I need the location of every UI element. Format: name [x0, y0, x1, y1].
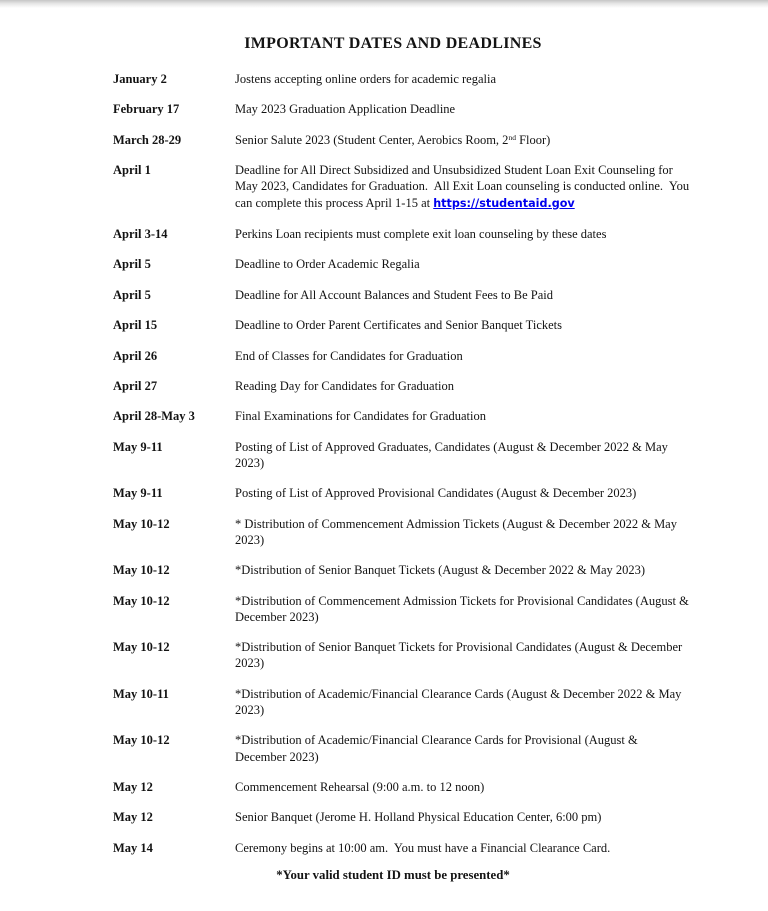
- description-text: Deadline to Order Parent Certificates and Senior Banquet Tickets: [235, 318, 563, 333]
- description-text: Reading Day for Candidates for Graduation: [235, 378, 455, 393]
- row-date: March 28-29: [113, 132, 182, 147]
- row-description: [235, 101, 690, 117]
- description-text: *Distribution of Senior Banquet Tickets for Provisional Candidates (August & December 2023): [235, 640, 683, 671]
- footer-note: *Your valid student ID must be presented*: [276, 868, 510, 882]
- row-description: [235, 132, 690, 148]
- description-text: Commencement Rehearsal (9:00 a.m. to 12 noon): [235, 780, 485, 795]
- description-text: Posting of List of Approved Provisional Candidates (August & December 2023): [235, 486, 637, 501]
- schedule-row: [113, 132, 713, 148]
- row-date: April 27: [113, 378, 158, 393]
- row-date: May 9-11: [113, 486, 163, 501]
- schedule-row: [113, 101, 713, 117]
- schedule-row: [113, 840, 713, 856]
- row-date: April 15: [113, 318, 158, 333]
- schedule-row: [113, 593, 713, 625]
- row-description: [235, 226, 690, 242]
- row-description: [235, 593, 690, 625]
- description-text: Senior Banquet (Jerome H. Holland Physical Education Center, 6:00 pm): [235, 810, 602, 825]
- row-date: February 17: [113, 102, 180, 117]
- row-date: May 12: [113, 810, 153, 825]
- description-text: Deadline to Order Academic Regalia: [235, 257, 420, 272]
- schedule-row: [113, 732, 713, 764]
- description-text: *Distribution of Academic/Financial Clearance Cards for Provisional (August & December 2023): [235, 733, 638, 764]
- row-description: [235, 348, 690, 364]
- schedule-row: [113, 809, 713, 825]
- schedule-row: [113, 408, 713, 424]
- top-edge-shadow: [0, 0, 768, 8]
- row-description: [235, 686, 690, 718]
- schedule-row: [113, 256, 713, 272]
- row-date: May 10-12: [113, 733, 170, 748]
- schedule-row: [113, 317, 713, 333]
- row-date: May 10-12: [113, 593, 170, 608]
- schedule-row: [113, 162, 713, 212]
- schedule-row: [113, 485, 713, 501]
- page-title: IMPORTANT DATES AND DEADLINES: [244, 35, 542, 52]
- row-date: April 3-14: [113, 226, 168, 241]
- schedule-row: [113, 348, 713, 364]
- row-date: April 26: [113, 348, 158, 363]
- description-text: Deadline for All Direct Subsidized and Unsubsidized Student Loan Exit Counseling for May 2023, Candidates for Graduation. All Exit Loan counseling is conducted online. You can complete this process April 1-15 at: [235, 163, 690, 210]
- row-date: May 12: [113, 780, 153, 795]
- row-description: [235, 562, 690, 578]
- studentaid-link[interactable]: https://studentaid.gov: [433, 196, 575, 210]
- schedule-row: [113, 378, 713, 394]
- schedule-row: [113, 562, 713, 578]
- schedule-row: [113, 226, 713, 242]
- row-date: January 2: [113, 72, 167, 86]
- schedule-row: [113, 516, 713, 548]
- row-date: May 10-11: [113, 686, 169, 701]
- schedule-row: [113, 71, 713, 87]
- row-description: [235, 378, 690, 394]
- row-date: May 14: [113, 840, 153, 855]
- schedule-row: [113, 439, 713, 471]
- row-date: May 9-11: [113, 439, 163, 454]
- row-description: [235, 162, 690, 212]
- row-description: [235, 485, 690, 501]
- description-text: Ceremony begins at 10:00 am. You must have a Financial Clearance Card.: [235, 840, 611, 855]
- description-text: *Distribution of Commencement Admission Tickets for Provisional Candidates (August & December 2023): [235, 593, 689, 624]
- schedule-row: [113, 686, 713, 718]
- description-text: Final Examinations for Candidates for Graduation: [235, 409, 486, 424]
- row-date: April 5: [113, 287, 151, 302]
- description-text: *Distribution of Academic/Financial Clearance Cards (August & December 2022 & May 2023): [235, 686, 682, 718]
- row-description: [235, 516, 690, 548]
- description-text: May 2023 Graduation Application Deadline: [235, 102, 456, 117]
- row-description: [235, 287, 690, 303]
- schedule-row: [113, 639, 713, 671]
- description-text: Perkins Loan recipients must complete exit loan counseling by these dates: [235, 226, 607, 241]
- schedule: [113, 71, 713, 870]
- row-date: May 10-12: [113, 640, 170, 655]
- schedule-row: [113, 779, 713, 795]
- row-date: May 10-12: [113, 516, 170, 531]
- row-description: [235, 439, 690, 471]
- row-date: April 28-May 3: [113, 409, 195, 424]
- row-date: May 10-12: [113, 563, 170, 578]
- description-text: Floor): [515, 132, 551, 147]
- row-description: [235, 71, 690, 87]
- schedule-row: [113, 287, 713, 303]
- description-text: Posting of List of Approved Graduates, Candidates (August & December 2022 & May 2023): [235, 439, 668, 470]
- row-description: [235, 408, 690, 424]
- row-description: [235, 639, 690, 671]
- row-description: [235, 779, 690, 795]
- row-description: [235, 809, 690, 825]
- row-date: April 5: [113, 257, 151, 272]
- row-description: [235, 840, 690, 856]
- row-description: [235, 317, 690, 333]
- description-text: *Distribution of Senior Banquet Tickets (August & December 2022 & May 2023): [235, 563, 646, 578]
- description-text: Senior Salute 2023 (Student Center, Aerobics Room, 2: [235, 132, 509, 147]
- row-date: April 1: [113, 163, 151, 178]
- description-text: Jostens accepting online orders for academic regalia: [235, 72, 496, 86]
- row-description: [235, 256, 690, 272]
- description-text: Deadline for All Account Balances and Student Fees to Be Paid: [235, 287, 553, 302]
- row-description: [235, 732, 690, 764]
- description-text: End of Classes for Candidates for Graduation: [235, 348, 463, 363]
- description-text: * Distribution of Commencement Admission Tickets (August & December 2022 & May 2023): [235, 516, 677, 547]
- superscript-text: nd: [508, 132, 516, 142]
